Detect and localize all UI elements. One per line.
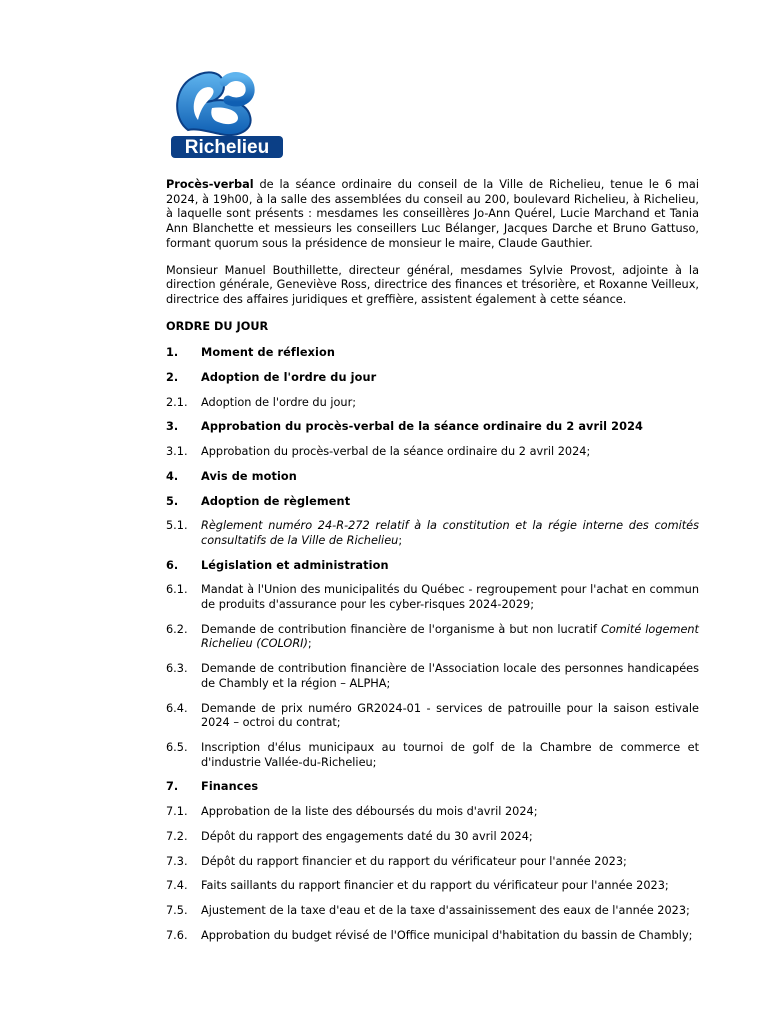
item-text: Ajustement de la taxe d'eau et de la taxe d'assainissement des eaux de l'année 2023; bbox=[201, 903, 690, 917]
item-number: 5. bbox=[166, 494, 179, 508]
svg-text:Richelieu: Richelieu bbox=[184, 137, 270, 158]
item-number: 6. bbox=[166, 558, 179, 572]
item-text: Moment de réflexion bbox=[201, 346, 336, 360]
agenda-item-6-4 bbox=[166, 702, 699, 731]
agenda-item-6 bbox=[166, 559, 699, 574]
agenda-item-6-2 bbox=[166, 623, 699, 652]
item-text: Adoption de l'ordre du jour bbox=[201, 371, 377, 385]
agenda-item-7-3 bbox=[166, 855, 699, 870]
item-number: 1. bbox=[166, 346, 179, 360]
item-text bbox=[201, 519, 699, 548]
agenda-item-7-5 bbox=[166, 904, 699, 919]
agenda-item-3-1 bbox=[166, 445, 699, 460]
intro-lead: Procès-verbal bbox=[166, 178, 254, 191]
agenda-item-3 bbox=[166, 420, 699, 435]
item-number: 7.4. bbox=[166, 879, 188, 893]
agenda-item-5 bbox=[166, 495, 699, 510]
item-text: Législation et administration bbox=[201, 558, 389, 572]
attendance-paragraph: Monsieur Manuel Bouthillette, directeur général, mesdames Sylvie Provost, adjointe à la direction générale, Geneviève Ross, directrice des finances et trésorière, et Roxanne Veilleux, directrice des affaires juridiques et greffière, assistent également à cette séance. bbox=[166, 263, 699, 306]
item-number: 6.5. bbox=[166, 740, 188, 754]
item-number: 3. bbox=[166, 420, 179, 434]
item-number: 6.1. bbox=[166, 583, 188, 597]
item-number: 7.6. bbox=[166, 928, 188, 942]
item-number: 7. bbox=[166, 780, 179, 794]
item-text: Faits saillants du rapport financier et du rapport du vérificateur pour l'année 2023; bbox=[201, 879, 669, 893]
intro-text: de la séance ordinaire du conseil de la Ville de Richelieu, tenue le 6 mai 2024, à 19h00, à la salle des assemblées du conseil au 200, boulevard Richelieu, à Richelieu, à laquelle sont présents : mesdames les conseillères Jo-Ann Quérel, Lucie Marchand et Tania Ann Blanchette et messieurs les conseillers Luc Bélanger, Jacques Darche et Bruno Gattuso, formant quorum sous la présidence de monsieur le maire, Claude Gauthier. bbox=[166, 178, 699, 250]
agenda-item-7-6 bbox=[166, 929, 699, 944]
item-text: Inscription d'élus municipaux au tournoi de golf de la Chambre de commerce et d'industrie Vallée-du-Richelieu; bbox=[201, 740, 699, 769]
item-text: Approbation du budget révisé de l'Office municipal d'habitation du bassin de Chambly; bbox=[201, 928, 693, 942]
richelieu-logo bbox=[168, 58, 286, 162]
item-number: 6.3. bbox=[166, 662, 188, 676]
item-number: 7.3. bbox=[166, 854, 188, 868]
agenda-item-4 bbox=[166, 470, 699, 485]
item-number: 7.5. bbox=[166, 903, 188, 917]
agenda-item-7 bbox=[166, 780, 699, 795]
agenda-item-7-2 bbox=[166, 830, 699, 845]
item-text: Approbation du procès-verbal de la séance ordinaire du 2 avril 2024; bbox=[201, 445, 591, 459]
item-text: Approbation du procès-verbal de la séance ordinaire du 2 avril 2024 bbox=[201, 420, 644, 434]
agenda-item-6-5 bbox=[166, 741, 699, 770]
item-text: Adoption de l'ordre du jour; bbox=[201, 395, 357, 409]
item-text bbox=[201, 623, 699, 652]
item-number: 7.2. bbox=[166, 829, 188, 843]
document-body bbox=[166, 178, 699, 953]
item-italic-text: Comité logement Richelieu (COLORI) bbox=[201, 622, 699, 651]
item-text: Finances bbox=[201, 780, 259, 794]
agenda-item-6-1 bbox=[166, 583, 699, 612]
item-number: 2. bbox=[166, 371, 179, 385]
item-plain-text: Demande de contribution financière de l'organisme à but non lucratif bbox=[201, 622, 601, 636]
item-number: 2.1. bbox=[166, 395, 188, 409]
item-text: Mandat à l'Union des municipalités du Québec - regroupement pour l'achat en commun de produits d'assurance pour les cyber-risques 2024-2029; bbox=[201, 583, 699, 612]
agenda-item-6-3 bbox=[166, 662, 699, 691]
item-number: 5.1. bbox=[166, 519, 188, 533]
item-text: Dépôt du rapport des engagements daté du 30 avril 2024; bbox=[201, 829, 533, 843]
agenda-item-5-1 bbox=[166, 519, 699, 548]
agenda-item-2 bbox=[166, 371, 699, 386]
item-text: Demande de contribution financière de l'Association locale des personnes handicapées de Chambly et la région – ALPHA; bbox=[201, 662, 699, 690]
item-suffix: ; bbox=[398, 533, 403, 547]
item-number: 6.4. bbox=[166, 701, 188, 715]
agenda-item-2-1 bbox=[166, 396, 699, 411]
item-text: Dépôt du rapport financier et du rapport du vérificateur pour l'année 2023; bbox=[201, 854, 627, 868]
item-number: 3.1. bbox=[166, 445, 188, 459]
item-text: Approbation de la liste des déboursés du mois d'avril 2024; bbox=[201, 805, 538, 819]
agenda-item-7-1 bbox=[166, 805, 699, 820]
item-number: 7.1. bbox=[166, 805, 188, 819]
item-italic-text: Règlement numéro 24-R-272 relatif à la constitution et la régie interne des comités consultatifs de la Ville de Richelieu bbox=[201, 519, 699, 547]
item-text: Demande de prix numéro GR2024-01 - services de patrouille pour la saison estivale 2024 – octroi du contrat; bbox=[201, 701, 699, 730]
agenda-item-1 bbox=[166, 346, 699, 361]
item-suffix: ; bbox=[307, 637, 312, 651]
agenda-item-7-4 bbox=[166, 879, 699, 894]
agenda-title: ORDRE DU JOUR bbox=[166, 319, 269, 333]
item-text: Adoption de règlement bbox=[201, 494, 351, 508]
item-number: 4. bbox=[166, 469, 179, 483]
intro-paragraph bbox=[166, 178, 699, 252]
item-number: 6.2. bbox=[166, 622, 188, 636]
item-text: Avis de motion bbox=[201, 469, 297, 483]
